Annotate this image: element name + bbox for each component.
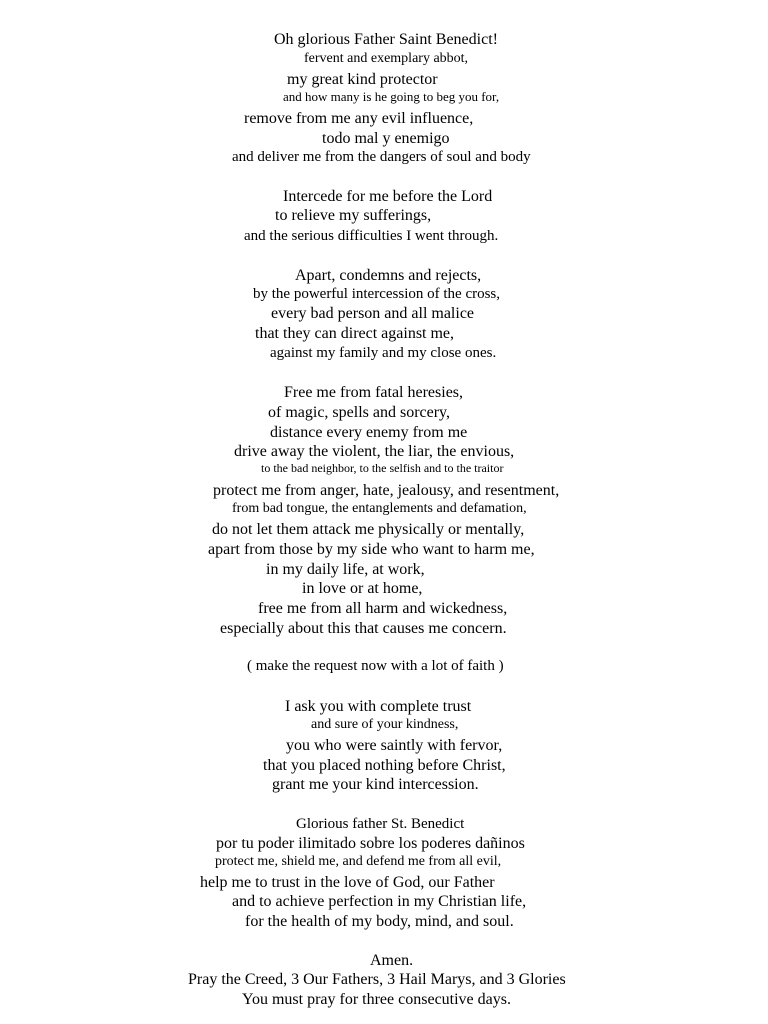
prayer-line: Pray the Creed, 3 Our Fathers, 3 Hail Marys, and 3 Glories [188, 971, 566, 988]
prayer-line: that they can direct against me, [255, 325, 455, 342]
prayer-line: and to achieve perfection in my Christian life, [232, 893, 527, 910]
prayer-line: from bad tongue, the entanglements and defamation, [232, 501, 527, 516]
prayer-line: por tu poder ilimitado sobre los poderes dañinos [216, 835, 525, 852]
prayer-line: protect me, shield me, and defend me from all evil, [215, 854, 502, 869]
prayer-line: distance every enemy from me [270, 424, 468, 441]
prayer-line: and deliver me from the dangers of soul and body [232, 149, 531, 165]
prayer-line: You must pray for three consecutive days. [242, 991, 511, 1008]
prayer-line: free me from all harm and wickedness, [258, 600, 508, 617]
prayer-line: for the health of my body, mind, and soul. [245, 913, 514, 930]
prayer-line: to the bad neighbor, to the selfish and to the traitor [261, 461, 504, 475]
prayer-line: Glorious father St. Benedict [296, 816, 465, 832]
prayer-line: todo mal y enemigo [322, 130, 450, 147]
prayer-line: of magic, spells and sorcery, [268, 404, 451, 421]
prayer-line: protect me from anger, hate, jealousy, and resentment, [213, 482, 560, 499]
prayer-line: Intercede for me before the Lord [283, 188, 493, 205]
prayer-line: by the powerful intercession of the cross, [253, 286, 501, 302]
prayer-line: grant me your kind intercession. [272, 776, 479, 793]
prayer-line: against my family and my close ones. [270, 345, 497, 361]
prayer-line: and how many is he going to beg you for, [283, 89, 500, 104]
prayer-line: Free me from fatal heresies, [284, 384, 464, 401]
prayer-line: my great kind protector [287, 71, 438, 88]
prayer-line: in my daily life, at work, [266, 561, 425, 578]
prayer-line: Apart, condemns and rejects, [295, 267, 482, 284]
prayer-line: to relieve my sufferings, [275, 207, 432, 224]
prayer-line: fervent and exemplary abbot, [304, 51, 469, 66]
prayer-line: especially about this that causes me concern. [220, 620, 507, 637]
prayer-line: in love or at home, [302, 580, 423, 597]
prayer-line: do not let them attack me physically or mentally, [212, 521, 525, 538]
prayer-line: and the serious difficulties I went through. [244, 228, 499, 244]
prayer-line: apart from those by my side who want to harm me, [208, 541, 535, 558]
prayer-line: remove from me any evil influence, [244, 110, 474, 127]
prayer-line: Oh glorious Father Saint Benedict! [274, 31, 498, 48]
prayer-line: every bad person and all malice [271, 305, 475, 322]
prayer-line: and sure of your kindness, [311, 717, 459, 732]
prayer-line: ( make the request now with a lot of faith ) [247, 658, 504, 674]
prayer-line: I ask you with complete trust [285, 698, 472, 715]
prayer-line: that you placed nothing before Christ, [263, 757, 506, 774]
prayer-line: Amen. [370, 952, 414, 969]
prayer-line: drive away the violent, the liar, the envious, [234, 443, 515, 460]
prayer-line: you who were saintly with fervor, [286, 737, 503, 754]
prayer-line: help me to trust in the love of God, our Father [200, 874, 495, 891]
